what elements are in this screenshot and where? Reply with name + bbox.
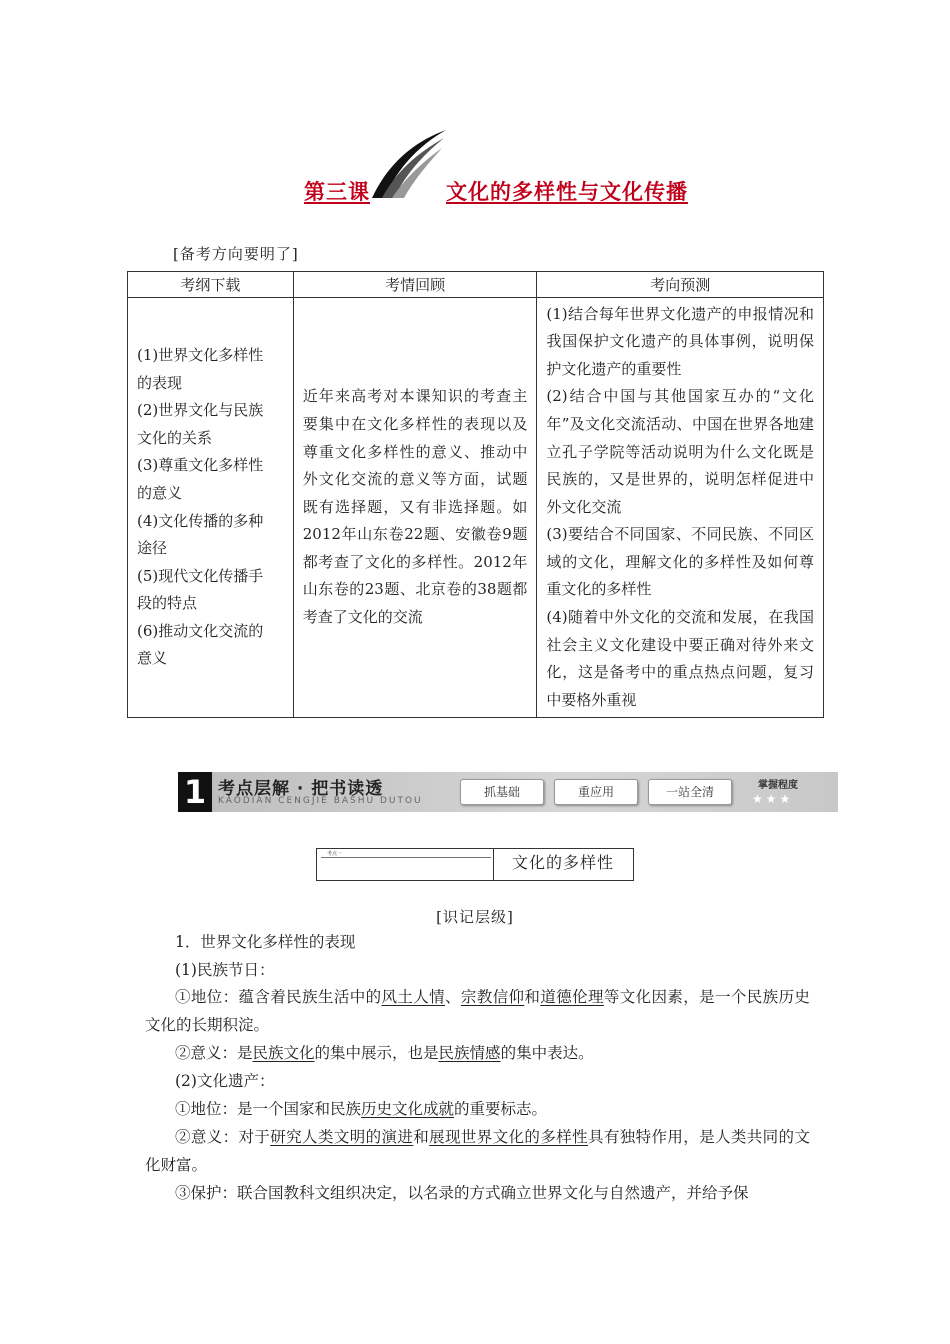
- review-text: 近年来高考对本课知识的考查主要集中在文化多样性的表现以及尊重文化多样性的意义、推动中外文化交流的意义等方面，试题既有选择题，又有非选择题。如2012年山东卷22题、安徽卷9题都考查了文化的多样性。2012年山东卷的23题、北京卷的38题都考查了文化的交流: [302, 387, 528, 627]
- text-span: 、: [445, 988, 461, 1006]
- text-span: ②意义：对于: [175, 1128, 271, 1146]
- key-term: 道德伦理: [540, 988, 604, 1006]
- syllabus-line: (2)世界文化与民族: [137, 401, 264, 420]
- text-span: 等文化因素，是一个民族历史文化的长期积淀。: [145, 988, 810, 1034]
- basics-button: 抓基础: [460, 779, 544, 805]
- key-term: 风土人情: [381, 988, 445, 1006]
- topic-tag-label: 考点一: [327, 851, 343, 857]
- syllabus-line: 文化的关系: [137, 428, 213, 447]
- forecast-item: (3)要结合不同国家、不同民族、不同区域的文化，理解文化的多样性及如何尊重文化的多样性: [546, 525, 814, 599]
- text-span: 的重要标志。: [454, 1100, 548, 1118]
- application-button: 重应用: [554, 779, 638, 805]
- table-row: [128, 298, 824, 718]
- paragraph-festival-status: [145, 984, 810, 1039]
- key-term: 民族文化: [252, 1044, 315, 1062]
- key-term: 研究人类文明的演进: [270, 1128, 414, 1146]
- forecast-item: (4)随着中外文化的交流和发展，在我国社会主义文化建设中要正确对待外来文化，这是备考中的重点热点问题，复习中要格外重视: [546, 608, 814, 709]
- key-term: 宗教信仰: [460, 988, 525, 1006]
- banner-number: 1: [178, 772, 212, 812]
- syllabus-line: 段的特点: [137, 594, 198, 613]
- lesson-title: 文化的多样性与文化传播: [446, 179, 688, 204]
- syllabus-line: (1)世界文化多样性: [137, 345, 264, 364]
- review-cell: [293, 298, 537, 718]
- section-banner: [178, 772, 838, 812]
- text-span: 的集中表达。: [500, 1044, 594, 1062]
- banner-subtitle: KAODIAN CENGJIE BASHU DUTOU: [218, 796, 423, 806]
- syllabus-line: 途径: [137, 539, 168, 558]
- paragraph-heritage-protection: ③保护：联合国教科文组织决定，以名录的方式确立世界文化与自然遗产，并给予保: [175, 1184, 749, 1202]
- all-clear-button: 一站全清: [648, 779, 732, 805]
- syllabus-line: (6)推动文化交流的: [137, 621, 264, 640]
- table-header-forecast: 考向预测: [537, 272, 824, 298]
- text-span: 和: [413, 1128, 430, 1146]
- swoosh-decoration-icon: [368, 124, 448, 204]
- exam-direction-table: [127, 271, 824, 718]
- text-span: ①地位：是一个国家和民族: [175, 1100, 362, 1118]
- key-term: 历史文化成就: [361, 1100, 455, 1118]
- topic-name: 文化的多样性: [512, 853, 615, 872]
- topic-tag: [317, 849, 494, 880]
- subheading-festival: (1)民族节日：: [175, 961, 275, 979]
- syllabus-line: 意义: [137, 649, 168, 668]
- text-span: ①地位：蕴含着民族生活中的: [175, 988, 382, 1006]
- text-span: 具有独特作用，是人类共同的文化财富。: [145, 1128, 810, 1174]
- mastery-label: 掌握程度: [758, 780, 798, 791]
- forecast-item: (1)结合每年世界文化遗产的申报情况和我国保护文化遗产的具体事例，说明保护文化遗产的重要性: [546, 304, 814, 378]
- divider: [321, 857, 491, 858]
- subheading-heritage: (2)文化遗产：: [175, 1072, 275, 1090]
- table-header-review: 考情回顾: [293, 272, 537, 298]
- topic-box: [316, 848, 634, 881]
- table-header-row: [128, 272, 824, 298]
- syllabus-line: 的表现: [137, 373, 183, 392]
- forecast-cell: [537, 298, 824, 718]
- syllabus-line: 的意义: [137, 483, 183, 502]
- forecast-item: (2)结合中国与其他国家互办的“文化年”及文化交流活动、中国在世界各地建立孔子学院等活动说明为什么文化既是民族的，又是世界的，说明怎样促进中外文化交流: [546, 387, 814, 516]
- text-span: 和: [524, 988, 541, 1006]
- text-span: ②意义：是: [175, 1044, 253, 1062]
- lesson-number: 第三课: [304, 179, 370, 204]
- syllabus-line: (3)尊重文化多样性: [137, 456, 264, 475]
- paragraph-heritage-status: [145, 1096, 810, 1124]
- level-label: [识记层级]: [436, 908, 514, 926]
- star-icon: ★★★: [752, 792, 794, 806]
- paragraph-heritage-meaning: [145, 1124, 810, 1179]
- table-header-syllabus: 考纲下载: [128, 272, 294, 298]
- syllabus-line: (4)文化传播的多种: [137, 511, 264, 530]
- key-term: 展现世界文化的多样性: [429, 1128, 588, 1146]
- paragraph-festival-meaning: [145, 1040, 810, 1068]
- heading-1: 1．世界文化多样性的表现: [175, 933, 356, 951]
- section-label: [备考方向要明了]: [173, 245, 299, 263]
- title-area: [0, 120, 950, 210]
- syllabus-cell: [128, 298, 294, 718]
- text-span: 的集中展示，也是: [314, 1044, 439, 1062]
- syllabus-line: (5)现代文化传播手: [137, 566, 264, 585]
- banner-title: 考点层解 · 把书读透: [218, 779, 384, 799]
- key-term: 民族情感: [438, 1044, 501, 1062]
